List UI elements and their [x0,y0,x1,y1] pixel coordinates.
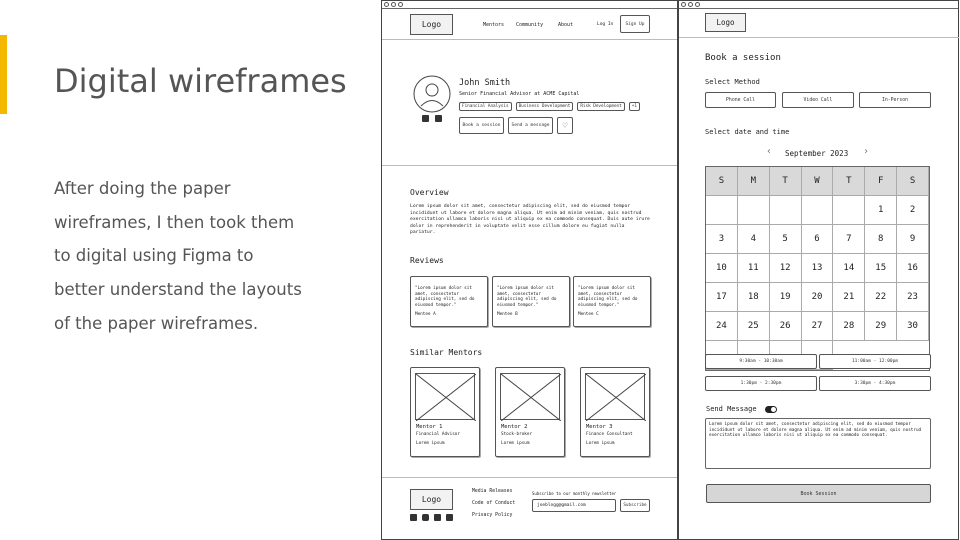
profile-name: John Smith [459,78,511,88]
window-dot-icon [695,2,700,7]
message-toggle[interactable] [765,406,777,413]
calendar-day[interactable]: 12 [770,254,802,283]
mentor-desc: Lorem ipsum [586,441,615,446]
window-titlebar [382,1,677,9]
date-label: Select date and time [705,128,790,136]
newsletter-email-field[interactable] [532,499,616,512]
calendar-day[interactable]: 16 [897,254,929,283]
book-session-submit-button[interactable]: Book Session [706,484,931,503]
chevron-right-icon[interactable]: › [863,146,870,157]
nav-logo[interactable] [410,14,453,35]
calendar-day[interactable]: 3 [706,225,738,254]
calendar-day [738,196,770,225]
method-inperson-button[interactable]: In-Person [859,92,931,108]
calendar-day[interactable]: 13 [802,254,834,283]
calendar-day[interactable]: 22 [865,283,897,312]
review-card [492,276,570,327]
calendar-day[interactable]: 24 [706,312,738,341]
slide-body: After doing the paper wireframes, I then took them to digital using Figma to better understand the layouts of the paper wireframes. [54,179,302,333]
weekday-header: S [897,167,929,196]
calendar-day[interactable]: 1 [865,196,897,225]
window-dot-icon [398,2,403,7]
time-slot-button[interactable]: 9:30am - 10:30am [705,354,817,369]
calendar-day[interactable]: 18 [738,283,770,312]
footer-social-icons [410,514,453,521]
footer-link-privacy[interactable]: Privacy Policy [472,513,513,518]
calendar-day[interactable]: 5 [770,225,802,254]
overview-heading: Overview [410,188,449,197]
nav-logo-label: Logo [421,20,442,29]
weekday-header: T [833,167,865,196]
calendar-day[interactable]: 10 [706,254,738,283]
linkedin-icon[interactable] [446,514,453,521]
footer-logo-label: Logo [421,495,442,504]
mentor-role: Stock-broker [501,432,533,437]
calendar-day[interactable]: 17 [706,283,738,312]
footer-logo[interactable] [410,489,453,510]
calendar-day[interactable]: 11 [738,254,770,283]
weekday-header: F [865,167,897,196]
calendar-day[interactable]: 14 [833,254,865,283]
send-message-button[interactable]: Send a message [508,117,553,134]
calendar-day[interactable]: 29 [865,312,897,341]
calendar-day[interactable]: 28 [833,312,865,341]
mentor-name: Mentor 3 [586,424,613,430]
calendar-day[interactable]: 2 [897,196,929,225]
mentor-name: Mentor 1 [416,424,443,430]
image-placeholder-icon [415,373,475,420]
login-link[interactable]: Log In [597,22,614,27]
method-phone-button[interactable]: Phone Call [705,92,776,108]
calendar-day[interactable]: 21 [833,283,865,312]
review-text: "Lorem ipsum dolor sit amet, consectetur adipiscing elit, sed do eiusmod tempor." [415,286,475,308]
newsletter-email-value: joeblogg@gmail.com [537,503,586,508]
mentor-card[interactable] [580,367,650,457]
calendar-day [802,196,834,225]
calendar-day[interactable]: 19 [770,283,802,312]
window-dot-icon [688,2,693,7]
book-session-button[interactable]: Book a session [459,117,504,134]
weekday-header: W [802,167,834,196]
weekday-header: T [770,167,802,196]
similar-mentors-heading: Similar Mentors [410,348,483,357]
message-text: Lorem ipsum dolor sit amet, consectetur adipiscing elit, sed do eiusmod tempor incididunt ut labore et dolore magna aliqua. Ut enim ad minim veniam, quis nostrud exercitation ullamco laboris nisi ut aliquip ex ea commodo consequat. [709,422,922,438]
mentor-card[interactable] [410,367,480,457]
skill-tag: Risk Development [577,102,624,111]
calendar-day[interactable]: 26 [770,312,802,341]
time-slot-button[interactable]: 3:30pm - 4:30pm [819,376,931,391]
review-card [573,276,651,327]
booking-nav-divider [679,37,959,38]
review-author: Mentee A [415,312,436,317]
calendar-day[interactable]: 30 [897,312,929,341]
calendar-day[interactable]: 25 [738,312,770,341]
message-textarea[interactable] [705,418,931,469]
weekday-header: M [738,167,770,196]
mentor-desc: Lorem ipsum [501,441,530,446]
calendar-day[interactable]: 27 [802,312,834,341]
facebook-icon[interactable] [410,514,417,521]
linkedin-icon[interactable] [422,115,429,122]
booking-logo-label: Logo [716,18,735,27]
calendar-day[interactable]: 7 [833,225,865,254]
footer-link-media[interactable]: Media Releases [472,489,513,494]
instagram-icon[interactable] [422,514,429,521]
method-video-button[interactable]: Video Call [782,92,854,108]
calendar-grid [705,166,930,371]
window-dot-icon [384,2,389,7]
calendar-day[interactable]: 23 [897,283,929,312]
calendar-day[interactable]: 20 [802,283,834,312]
window-dot-icon [681,2,686,7]
review-text: "Lorem ipsum dolor sit amet, consectetur adipiscing elit, sed do eiusmod tempor." [578,286,638,308]
slide-title: Digital wireframes [54,62,347,100]
newsletter-label: Subscribe to our monthly newsletter [532,491,617,496]
x-twitter-icon[interactable] [434,514,441,521]
footer-divider [382,477,678,478]
x-twitter-icon[interactable] [435,115,442,122]
review-card [410,276,488,327]
nav-link-about[interactable]: About [558,22,574,28]
calendar-month: September 2023 [785,149,849,158]
skill-tag: Financial Analysis [459,102,512,111]
nav-link-mentors[interactable]: Mentors [483,22,505,28]
mentor-card[interactable] [495,367,565,457]
booking-title: Book a session [705,53,781,63]
favorite-button[interactable] [557,117,573,134]
review-text: "Lorem ipsum dolor sit amet, consectetur adipiscing elit, sed do eiusmod tempor." [497,286,557,308]
weekday-header: S [706,167,738,196]
window-dot-icon [391,2,396,7]
toggle-knob [771,407,776,412]
mentor-role: Finance Consultant [586,432,633,437]
chevron-left-icon[interactable]: ‹ [766,146,773,157]
nav-divider [382,39,678,40]
subscribe-button[interactable]: Subscribe [620,499,650,512]
profile-role: Senior Financial Advisor at ACME Capital [459,91,580,97]
calendar-day [770,196,802,225]
calendar-day[interactable]: 9 [897,225,929,254]
review-author: Mentee C [578,312,599,317]
calendar-day [706,196,738,225]
more-tags-badge[interactable]: +1 [629,102,640,111]
nav-link-community[interactable]: Community [516,22,544,28]
time-slot-button[interactable]: 11:00am - 12:00pm [819,354,931,369]
overview-text: Lorem ipsum dolor sit amet, consectetur adipiscing elit, sed do eiusmod tempor incididunt ut labore et dolore magna aliqua. Ut enim ad minim veniam, quis nostrud exercitation ullamco laboris nisi ut aliquip ex ea commodo consequat. Duis aute irure dolor in reprehenderit in voluptate velit esse cillum dolore eu fugiat nulla pariatur. [410,204,650,235]
profile-divider [382,165,678,166]
image-placeholder-icon [500,373,560,420]
skill-tag: Business Development [516,102,574,111]
profile-wireframe [381,0,678,540]
avatar [413,75,451,113]
heart-icon: ♡ [562,121,568,130]
calendar-day[interactable]: 6 [802,225,834,254]
skill-tags [459,102,640,111]
calendar-day[interactable]: 15 [865,254,897,283]
mentor-role: Financial Advisor [416,432,460,437]
review-author: Mentee B [497,312,518,317]
image-placeholder-icon [585,373,645,420]
reviews-heading: Reviews [410,256,444,265]
send-message-label: Send Message [706,405,757,413]
signup-button[interactable]: Sign Up [620,15,650,33]
mentor-desc: Lorem ipsum [416,441,445,446]
time-slot-button[interactable]: 1:30pm - 2:30pm [705,376,817,391]
accent-bar [0,35,7,114]
method-label: Select Method [705,78,760,86]
booking-logo[interactable] [705,13,746,32]
footer-link-conduct[interactable]: Code of Conduct [472,501,516,506]
calendar-day[interactable]: 8 [865,225,897,254]
calendar-day [833,196,865,225]
window-titlebar [679,1,958,9]
calendar-day[interactable]: 4 [738,225,770,254]
mentor-name: Mentor 2 [501,424,528,430]
